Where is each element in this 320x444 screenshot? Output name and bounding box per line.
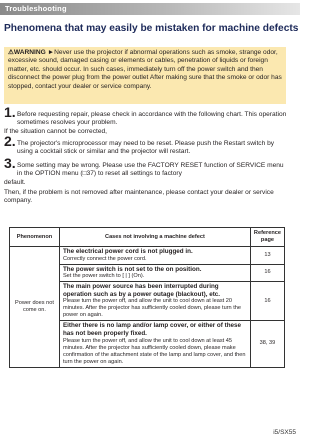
page-number: i5/SX55 [273,429,296,436]
reference-cell: 16 [250,264,284,282]
reference-cell: 16 [250,282,284,321]
step-number: 2. [4,133,16,149]
case-desc: Please turn the power off, and allow the unit to cool down at least 45 minutes. After the projector has sufficiently cooled down, please make confirmation of the attachment state of the lamp and lamp cover, and then turn the power on again. [62,337,246,365]
case-desc: Correctly connect the power cord. [62,255,147,262]
case-cell [59,247,250,265]
warning-text: ►Never use the projector if abnormal operations such as smoke, strange odor, excessive sound, damaged casing or elements or cables, penetration of liquids or foreign matter, etc. should occur. In such cases, immediately turn off the power switch and then disconnect the power plug from the power outlet After making sure that the smoke or odor has stopped, contact your dealer or service company. [8,49,282,90]
step-number: 1. [4,104,16,120]
step-text: Some setting may be wrong. Please use the FACTORY RESET function of SERVICE menu in the OPTION menu (□37) to reset all settings to factory [17,162,284,178]
default-text: default. [4,179,26,186]
then-text: Then, if the problem is not removed after maintenance, please contact your dealer or service company. [4,189,274,205]
page-title: Phenomena that may easily be mistaken for machine defects [4,23,299,34]
case-cell [59,282,250,321]
case-title: The main power source has been interrupted during operation such as by a power outage (blackout), etc. [62,283,221,298]
step-text: Before requesting repair, please check in accordance with the following chart. This operation sometimes resolves your problem. [17,111,287,127]
case-title: Either there is no lamp and/or lamp cover, or either of these has not been properly fixed. [62,322,242,337]
reference-cell: 38, 39 [250,321,284,367]
case-title: The electrical power cord is not plugged in. [62,248,193,255]
case-desc: Set the power switch to [ | ] (On). [62,273,145,280]
step-number: 3. [4,155,16,171]
case-cell [59,321,250,367]
warning-label: ⚠WARNING [8,49,46,56]
table-header-row [10,228,285,247]
header-cases: Cases not involving a machine defect [59,228,250,247]
section-header: Troubleshooting [5,4,67,13]
header-reference: Reference page [250,228,284,247]
case-cell [59,264,250,282]
step-text: The projector's microprocessor may need to be reset. Please push the Restart switch by using a cocktail stick or similar and the projector will restart. [17,140,275,156]
reference-cell: 13 [250,247,284,265]
if-not-corrected-text: If the situation cannot be corrected, [4,128,107,135]
case-title: The power switch is not set to the on position. [62,265,202,273]
section-header-bar [0,3,300,15]
troubleshooting-table [9,227,285,368]
table-row [10,247,285,265]
phenomenon-cell: Power does not come on. [10,247,60,368]
header-phenomenon: Phenomenon [10,228,60,247]
case-desc: Please turn the power off, and allow the unit to cool down at least 20 minutes. After the projector has sufficiently cooled down, please turn the power on again. [62,298,242,319]
warning-box [4,47,286,104]
